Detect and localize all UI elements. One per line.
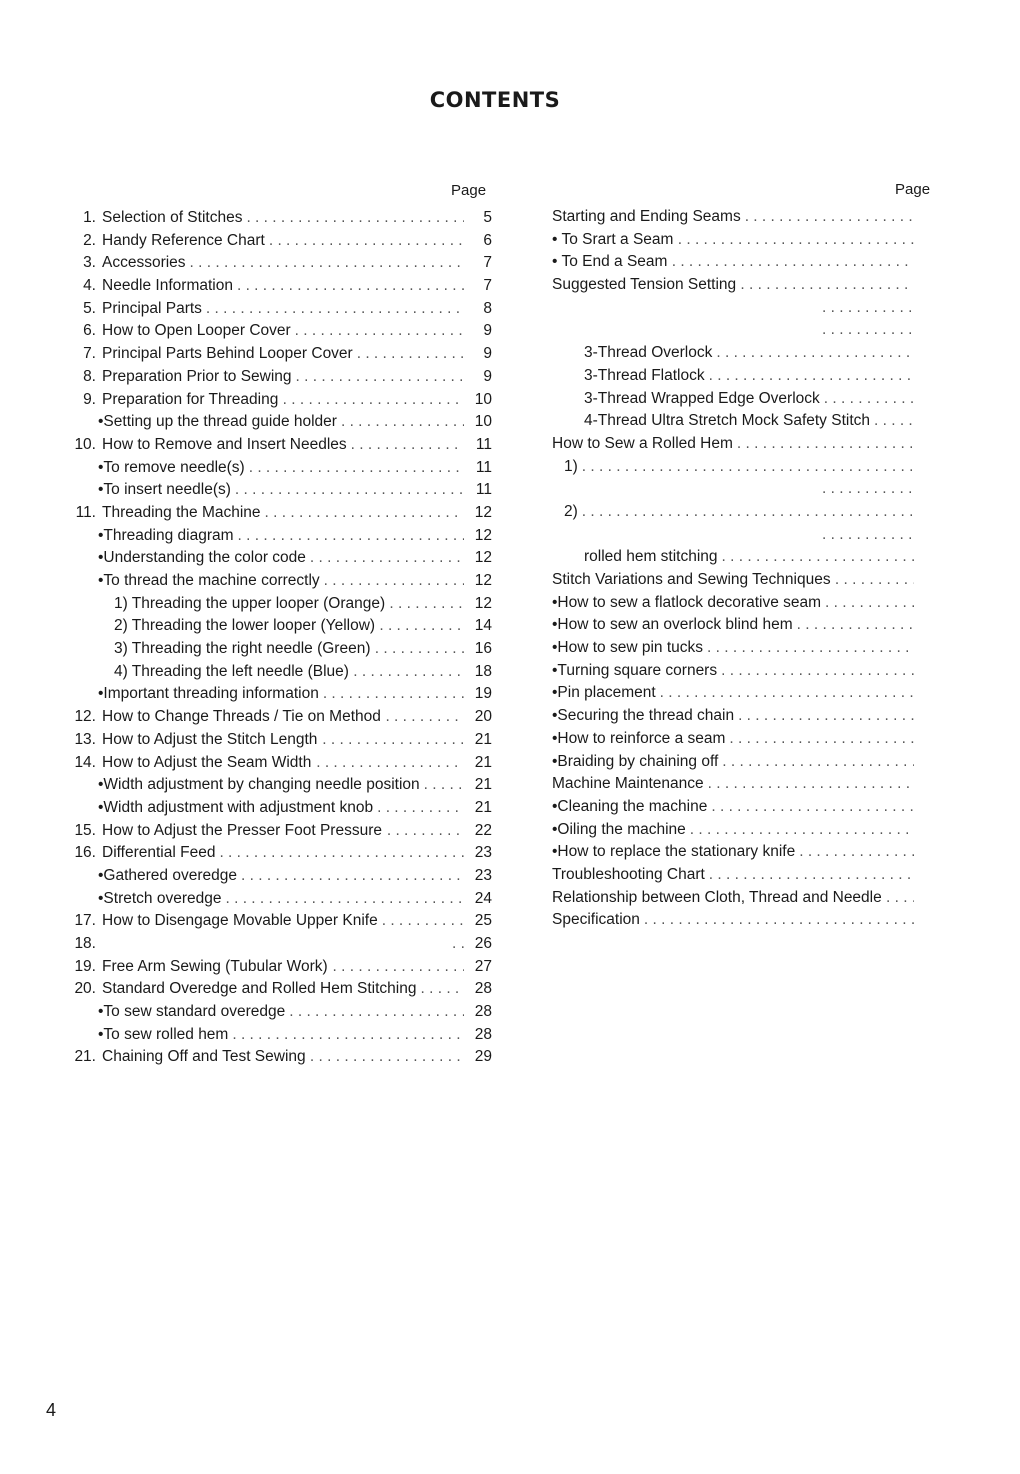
toc-entry-title: 4) Threading the left needle (Blue) [114,662,349,680]
toc-entry [72,663,492,686]
dot-leader [206,300,464,318]
toc-entry-title: Chaining Off and Test Sewing [102,1048,306,1066]
toc-entry-page: 10 [474,390,492,408]
dot-leader [225,890,464,908]
toc-entry-title: Threading the Machine [102,503,261,521]
toc-entry-number: 20. [74,980,96,998]
toc-entry [552,231,917,254]
toc-entry-number: 21. [74,1048,96,1066]
toc-entry-title: How to Adjust the Stitch Length [102,730,318,748]
toc-entry [552,321,917,344]
toc-entry [552,435,917,458]
toc-entry [552,775,917,798]
toc-entry [72,617,492,640]
toc-entry [72,459,492,482]
toc-entry-page: 21 [474,776,492,794]
page-column-label-right: Page [895,181,931,198]
toc-entry [72,912,492,935]
toc-entry [552,684,917,707]
dot-leader [219,844,464,862]
dot-leader [375,640,464,658]
toc-entry [72,640,492,663]
dot-leader [729,730,914,748]
toc-entry-title: 3-Thread Wrapped Edge Overlock [584,389,820,407]
toc-entry-number: 19. [74,957,96,975]
dot-leader [357,345,464,363]
toc-entry-page: 12 [474,594,492,612]
dot-leader [690,821,914,839]
toc-entry [552,616,917,639]
toc-entry-title: •Pin placement [552,684,656,702]
dot-leader [582,503,914,521]
toc-entry-page: 7 [483,254,492,272]
toc-entry-title: •Stretch overedge [98,889,222,907]
toc-entry-number: 11. [75,503,96,521]
toc-entry-title: Standard Overedge and Rolled Hem Stitching [102,980,417,998]
dot-leader [721,662,914,680]
toc-entry-title: •Width adjustment by changing needle position [98,776,420,794]
toc-entry [72,935,492,958]
toc-entry-number: 14. [74,753,96,771]
toc-entry [552,526,917,549]
toc-entry-page: 21 [474,730,492,748]
toc-entry-number: 5. [83,299,96,317]
page-number: 4 [46,1400,57,1420]
toc-entry [72,527,492,550]
toc-entry-page: 28 [474,1025,492,1043]
toc-entry-title: Differential Feed [102,844,216,862]
toc-left-column [72,209,492,1071]
toc-entry-title: How to Adjust the Presser Foot Pressure [102,821,382,839]
dot-leader [296,368,464,386]
toc-entry-title: •Turning square corners [552,661,718,679]
dot-leader [322,731,464,749]
toc-entry-title: 4-Thread Ultra Stretch Mock Safety Stitch [584,412,870,430]
dot-leader [822,299,914,317]
toc-entry [552,276,917,299]
toc-entry-page: 29 [474,1048,492,1066]
toc-entry [552,639,917,662]
toc-entry [72,799,492,822]
toc-entry [72,504,492,527]
toc-entry-title: •Securing the thread chain [552,707,735,725]
dot-leader [678,231,914,249]
dot-leader [822,321,914,339]
toc-entry-number: 8. [83,367,96,385]
toc-entry [72,708,492,731]
toc-entry [552,911,917,934]
toc-entry [552,480,917,503]
toc-entry-title: •To insert needle(s) [98,481,231,499]
toc-entry-title: 3-Thread Flatlock [584,366,705,384]
toc-entry-page: 28 [474,1003,492,1021]
dot-leader [824,390,914,408]
dot-leader [424,776,464,794]
toc-entry-page: 5 [483,209,492,226]
dot-leader [324,572,464,590]
dot-leader [672,253,914,271]
toc-entry-number: 3. [83,254,96,272]
dot-leader [740,276,914,294]
toc-entry-title: How to Disengage Movable Upper Knife [102,912,378,930]
toc-entry-page: 22 [474,821,492,839]
dot-leader [709,866,914,884]
toc-entry-title: •To sew rolled hem [98,1025,229,1043]
toc-entry [552,889,917,912]
toc-entry-title: How to Change Threads / Tie on Method [102,708,381,726]
toc-entry-title: •Gathered overedge [98,866,237,884]
toc-entry-title: 2) [564,502,578,520]
toc-entry-number: 15. [74,821,96,839]
toc-entry [552,571,917,594]
toc-entry [72,844,492,867]
dot-leader [716,344,914,362]
toc-entry-page: 21 [474,798,492,816]
toc-entry-title: How to Remove and Insert Needles [102,435,347,453]
dot-leader [235,481,464,499]
toc-entry-title: 3-Thread Overlock [584,344,713,362]
toc-entry-page: 12 [474,572,492,589]
toc-entry-title: Relationship between Cloth, Thread and Needle [552,888,882,906]
toc-entry-title: Accessories [102,254,186,272]
toc-entry [552,798,917,821]
dot-leader [310,549,464,567]
toc-entry-title: • To Srart a Seam [552,230,674,248]
toc-entry-title: Troubleshooting Chart [552,865,705,883]
toc-entry [72,890,492,913]
toc-entry-number: 12. [74,708,96,726]
toc-entry-page: 7 [483,277,492,295]
toc-entry [72,549,492,572]
dot-leader [377,799,464,817]
toc-entry-page: 18 [474,662,492,680]
dot-leader [387,822,464,840]
toc-entry-number: 16. [74,844,96,862]
toc-entry [552,344,917,367]
toc-entry [72,391,492,414]
toc-entry [72,572,492,595]
toc-entry-page: 16 [474,640,492,658]
toc-entry [552,866,917,889]
dot-leader [797,616,914,634]
toc-entry [72,731,492,754]
toc-entry [72,300,492,323]
toc-entry [552,412,917,435]
toc-entry-page: 11 [475,458,492,476]
toc-entry [552,662,917,685]
toc-entry [72,776,492,799]
toc-entry-number: 7. [83,345,96,363]
dot-leader [582,458,914,476]
toc-entry-title: •Understanding the color code [98,549,306,567]
toc-entry-title: •How to replace the stationary knife [552,843,796,861]
dot-leader [660,684,914,702]
toc-entry-page: 9 [483,322,492,340]
toc-entry-title: Needle Information [102,277,233,295]
dot-leader [283,391,464,409]
toc-entry-number: 9. [83,390,96,408]
toc-entry-title: Free Arm Sewing (Tubular Work) [102,957,328,975]
toc-entry [72,958,492,981]
dot-leader [232,1026,464,1044]
toc-entry-page: 28 [474,980,492,998]
page-title: CONTENTS [429,88,561,112]
toc-entry-page: 6 [483,231,492,249]
toc-entry [72,867,492,890]
toc-entry [72,322,492,345]
toc-entry [72,980,492,1003]
toc-entry-title: Principal Parts Behind Looper Cover [102,345,353,363]
toc-entry-title: •How to sew an overlock blind hem [552,616,793,634]
dot-leader [711,798,914,816]
toc-entry [72,254,492,277]
dot-leader [385,708,464,726]
toc-entry [72,1003,492,1026]
toc-entry-title: •To thread the machine correctly [98,572,320,589]
toc-entry-title: •How to reinforce a seam [552,729,726,747]
dot-leader [644,911,914,929]
toc-entry [72,1048,492,1071]
dot-leader [825,594,914,612]
dot-leader [246,209,464,227]
toc-entry-title: Selection of Stitches [102,209,243,226]
toc-entry-title: Preparation Prior to Sewing [102,367,292,385]
toc-entry-number: 18. [74,935,96,952]
toc-entry [72,368,492,391]
toc-entry-title: •Oiling the machine [552,820,686,838]
dot-leader [389,595,464,613]
toc-entry-title: •How to sew pin tucks [552,639,704,657]
toc-entry-page: 11 [475,435,492,453]
toc-entry-title: Specification [552,911,640,929]
toc-entry [552,843,917,866]
toc-entry [72,1026,492,1049]
toc-entry-title: •Width adjustment with adjustment knob [98,798,374,816]
dot-leader [333,958,464,976]
toc-entry-title: 1) [564,457,578,475]
toc-entry-title: Starting and Ending Seams [552,208,741,225]
toc-entry [552,299,917,322]
toc-entry-title: •Threading diagram [98,526,234,544]
toc-entry-title: Principal Parts [102,299,202,317]
toc-entry-title: •Cleaning the machine [552,797,708,815]
dot-leader [708,775,914,793]
toc-entry-page: 21 [474,753,492,771]
toc-entry-title: 1) Threading the upper looper (Orange) [114,594,386,612]
toc-entry-title: 3) Threading the right needle (Green) [114,640,371,658]
dot-leader [269,232,464,250]
dot-leader [249,459,464,477]
toc-entry-title: •To remove needle(s) [98,458,245,476]
dot-leader [295,322,464,340]
dot-leader [835,571,914,589]
dot-leader [382,912,464,930]
dot-leader [707,639,914,657]
toc-entry [552,594,917,617]
toc-entry-page: 9 [483,367,492,385]
toc-entry [72,595,492,618]
toc-entry-title: How to Adjust the Seam Width [102,753,312,771]
toc-entry-title: 2) Threading the lower looper (Yellow) [114,617,376,635]
toc-entry-title: Stitch Variations and Sewing Techniques [552,571,831,588]
dot-leader [822,526,914,544]
toc-entry-number: 4. [83,277,96,295]
toc-entry [72,232,492,255]
dot-leader [316,754,464,772]
dot-leader [238,527,464,545]
toc-entry [552,707,917,730]
toc-entry-number: 2. [83,231,96,249]
toc-entry-page: 9 [483,345,492,363]
toc-entry [72,413,492,436]
toc-entry-number: 10. [74,435,96,453]
toc-entry [72,822,492,845]
dot-leader [886,889,914,907]
toc-entry [72,209,492,232]
toc-entry-title: •Braiding by chaining off [552,752,719,770]
dot-leader [745,208,914,226]
dot-leader [379,617,464,635]
toc-entry-title: rolled hem stitching [584,548,718,566]
dot-leader [799,843,914,861]
toc-entry [72,277,492,300]
toc-entry-number: 1. [83,209,96,226]
toc-entry-number: 13. [74,730,96,748]
toc-entry-page: 23 [474,866,492,884]
toc-entry-number: 17. [74,912,96,930]
toc-entry-page: 25 [474,912,492,930]
toc-entry [72,754,492,777]
dot-leader [237,277,464,295]
toc-entry-page: 10 [474,413,492,431]
toc-entry-title: Machine Maintenance [552,775,704,793]
toc-entry-title: •To sew standard overedge [98,1003,286,1021]
dot-leader [722,753,914,771]
dot-leader [709,367,914,385]
toc-entry [552,503,917,526]
page-column-label-left: Page [451,182,487,199]
toc-entry-title: How to Sew a Rolled Hem [552,434,733,452]
dot-leader [351,436,464,454]
toc-entry-title: • To End a Seam [552,253,668,271]
toc-entry-page: 11 [475,481,492,499]
toc-entry-title: Handy Reference Chart [102,231,265,249]
dot-leader [738,707,914,725]
toc-entry [72,345,492,368]
toc-entry-page: 12 [474,549,492,567]
dot-leader [323,685,464,703]
dot-leader [241,867,464,885]
dot-leader [265,504,464,522]
toc-entry [72,436,492,459]
toc-entry-page: 14 [474,617,492,635]
toc-right-column [552,208,917,934]
toc-entry [552,821,917,844]
toc-entry-number: 6. [83,322,96,340]
toc-entry-page: 19 [474,685,492,703]
toc-entry-page: 26 [474,935,492,952]
toc-entry-title: •How to sew a flatlock decorative seam [552,593,822,611]
toc-entry [552,367,917,390]
toc-entry-page: 20 [474,708,492,726]
toc-entry-title: Preparation for Threading [102,390,279,408]
toc-entry [552,730,917,753]
dot-leader [737,435,914,453]
dot-leader [289,1003,464,1021]
toc-entry [72,481,492,504]
toc-entry [552,753,917,776]
dot-leader [822,480,914,498]
toc-entry-title: Suggested Tension Setting [552,276,737,294]
dot-leader [420,980,464,998]
dot-leader [310,1048,464,1066]
dot-leader [722,548,914,566]
toc-entry-page: 12 [474,526,492,544]
toc-entry-title: •Setting up the thread guide holder [98,413,337,431]
toc-entry [552,548,917,571]
toc-entry [552,253,917,276]
toc-entry-page: 12 [474,503,492,521]
toc-entry-page: 23 [474,844,492,862]
toc-entry [552,390,917,413]
toc-entry-page: 24 [474,889,492,907]
toc-entry-page: 27 [474,957,492,975]
toc-entry-title: •Important threading information [98,685,319,703]
dot-leader [874,412,914,430]
toc-entry-title: How to Open Looper Cover [102,322,291,340]
dot-leader [341,413,464,431]
toc-entry-page: 8 [483,299,492,317]
toc-entry [552,458,917,481]
toc-entry [72,685,492,708]
dot-leader [353,663,464,681]
dot-leader [190,254,464,272]
toc-entry [552,208,917,231]
